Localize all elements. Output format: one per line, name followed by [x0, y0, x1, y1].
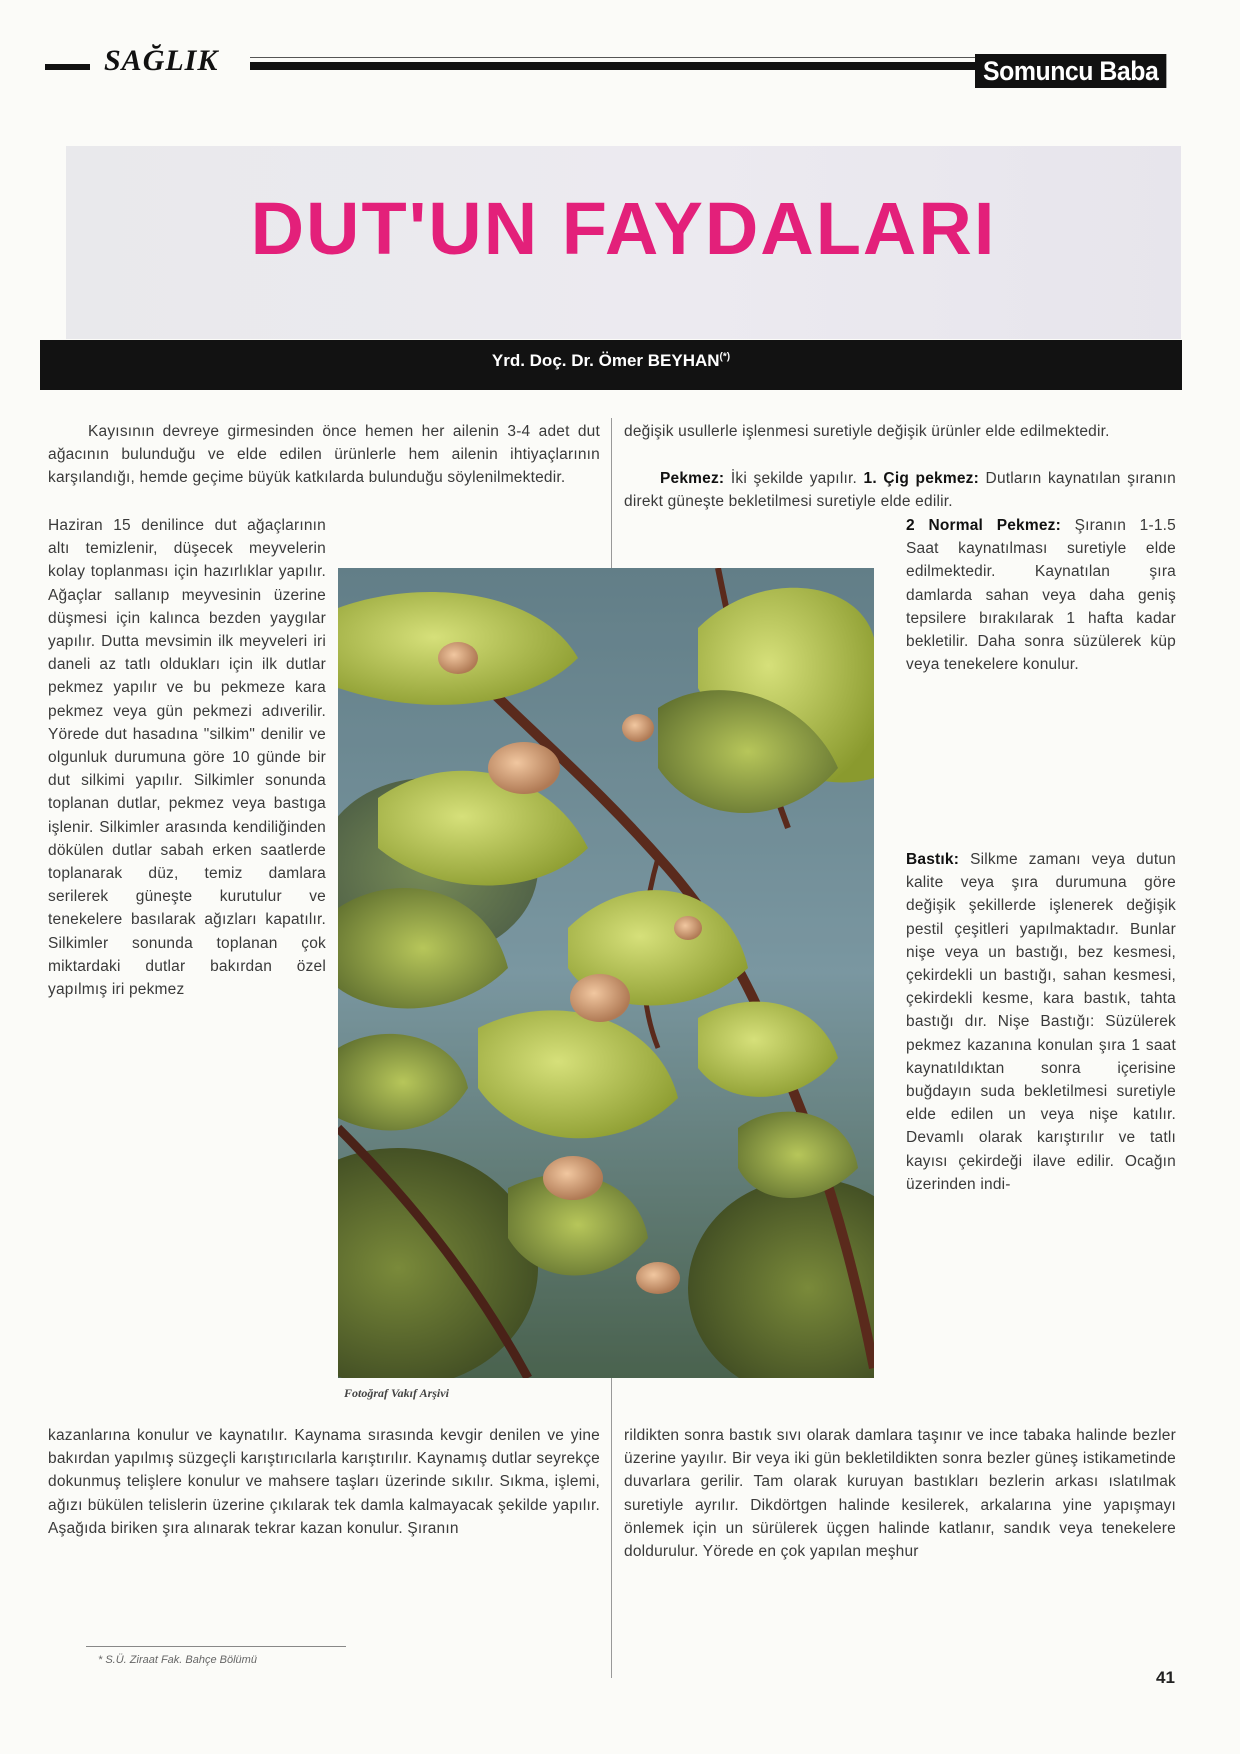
mulberry-photo-illustration [338, 568, 874, 1378]
header-rule-thin [250, 57, 975, 58]
section-label: SAĞLIK [104, 44, 219, 77]
author-footnote-mark: (*) [719, 351, 731, 363]
author-line [40, 351, 1182, 371]
footnote-rule [86, 1646, 346, 1647]
normal-pekmez-label: 2 Normal Pekmez: [906, 517, 1061, 534]
bastik-label: Bastık: [906, 851, 960, 868]
paragraph-normal-pekmez [906, 514, 1176, 676]
paragraph-methods: değişik usullerle işlenmesi suretiyle değişik ürünler elde edilmektedir. [624, 423, 1110, 440]
page-number: 41 [1156, 1668, 1175, 1687]
header-rule-left [45, 64, 90, 70]
pekmez-text-c: Şıranın 1-1.5 Saat kaynatılması suretiyle elde edilmektedir. Kaynatılan şıra damlarda sahan veya daha geniş tepsilere bırakılarak 1 hafta kadar bekletilir. Daha sonra süzülerek küp veya tenekelere konulur. [906, 517, 1176, 674]
photo-caption: Fotoğraf Vakıf Arşivi [344, 1386, 449, 1400]
mulberry-branch-photo [338, 568, 874, 1378]
footnote: * S.Ü. Ziraat Fak. Bahçe Bölümü [98, 1654, 257, 1666]
author-name: Yrd. Doç. Dr. Ömer BEYHAN [491, 351, 720, 370]
paragraph-pekmez [624, 467, 1176, 513]
paragraph-harvest: Haziran 15 denilince dut ağaçlarının altı temizlenir, düşecek meyvelerin kolay toplanması için hazırlıklar yapılır. Ağaçlar sallanıp meyvesinin üzerine düşmesi için kalınca bezden yaygılar yapılır. Dutta mevsimin ilk meyveleri iri daneli az tatlı oldukları için ilk dutlar pekmez yapılır ve bu pekmeze kara pekmez veya gün pekmezi adıverilir. Yörede dut hasadına "silkim" denilir ve olgunluk durumuna göre 10 günde bir dut silkimi yapılır. Silkimler sonunda toplanan dutlar, pekmez veya bastıga işlenir. Silkimler arasında kendiliğinden dökülen dutlar sabah erken saatlerde toplanarak düz, temiz damlara serilerek güneşte kurutulur ve tenekelere basılarak ağızları kapatılır. Silkimler sonunda toplanan çok miktardaki dutlar bakırdan özel yapılmış iri pekmez [48, 517, 326, 999]
cig-pekmez-label: 1. Çig pekmez: [863, 470, 979, 487]
article-title: DUT'UN FAYDALARI [250, 187, 997, 270]
paragraph-bastik [906, 848, 1176, 1196]
pekmez-text-a: İki şekilde yapılır. [730, 470, 857, 487]
magazine-brand: Somuncu Baba [975, 54, 1166, 88]
pekmez-label: Pekmez: [660, 470, 725, 487]
paragraph-boiling: kazanlarına konulur ve kaynatılır. Kaynama sırasında kevgir denilen ve yine bakırdan yapılmış süzgeçli karıştırıcılarla karıştırılır. Kaynamış dutlar seyrekçe dokunmuş telişlere konulur ve mahsere taşları üzerinde sıkılır. Sıkma, işlemi, ağızı bükülen telislerin üzerine çıkılarak tek damla kalmayacak şekilde yapılır. Aşağıda biriken şıra alınarak tekrar kazan konulur. Şıranın [48, 1427, 600, 1537]
header-rule [250, 62, 975, 70]
paragraph-bastik-drying: rildikten sonra bastık sıvı olarak damlara taşınır ve ince tabaka halinde bezler üzerine yayılır. Bir veya iki gün bekletildikten sonra bezler güneş istikametinde duvarlara gerilir. Tam olarak kuruyan bastıkları bezlerin arkası ıslatılmak suretiyle ayrılır. Dikdörtgen halinde kesilerek, arkalarına yine yapışmayı önlemek için un sürülerek üçgen halinde katlanır, sandık veya tenekelere doldurulur. Yörede en çok yapılan meşhur [624, 1427, 1176, 1561]
paragraph-intro: Kayısının devreye girmesinden önce hemen her ailenin 3-4 adet dut ağacının bulunduğu ve elde edilen ürünlerle hem ailenin ihtiyaçlarının karşılandığı, hemde geçime büyük katkılarda bulunduğu söylenilmektedir. [48, 423, 600, 487]
pekmez-text-b: Dutların kaynatılan şıranın direkt güneşte bekletilmesi suretiyle elde edilir. [624, 470, 1176, 511]
bastik-text: Silkme zamanı veya dutun kalite veya şıra durumuna göre değişik şekillerde işlenerek değişik pestil çeşitleri yapılmaktadır. Bunlar nişe veya un bastığı, bez kesmesi, çekirdekli un bastığı, sahan kesmesi, çekirdekli kesme, kara bastık, tahta bastığı dır. Nişe Bastığı: Süzülerek pekmez kazanına konulan şıra 1 saat kaynatıldıktan sonra içerisine buğdayın suda bekletilmesi suretiyle elde edilen un veya nişe katılır. Devamlı olarak karıştırılır ve tatlı kayısı çekirdeği ilave edilir. Ocağın üzerinden indi- [906, 851, 1176, 1193]
